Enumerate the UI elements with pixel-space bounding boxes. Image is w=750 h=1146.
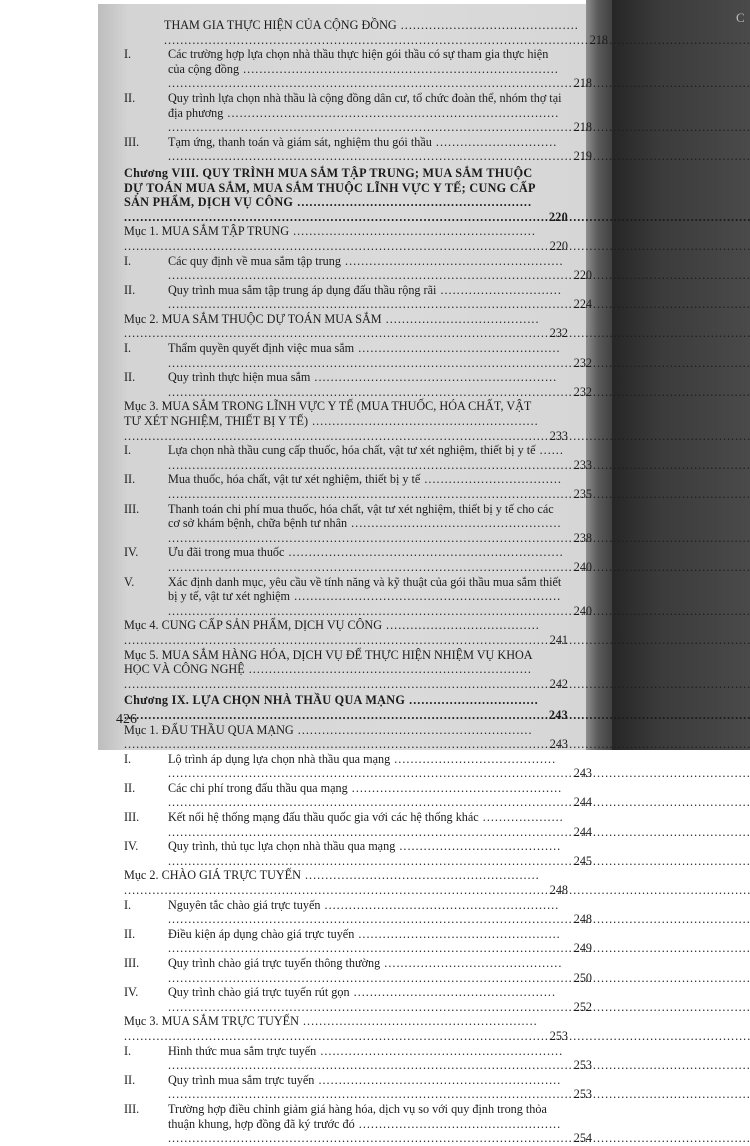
toc-entry-page: 232 [549,326,568,341]
toc-leader-dots: .................................................. [349,985,556,1000]
toc-entry [124,1073,592,1102]
toc-entry-title: Mục 5. MUA SẮM HÀNG HÓA, DỊCH VỤ ĐỂ THỰC HIỆN NHIỆM VỤ KHOA HỌC VÀ CÔNG NGHỆ ...................................................................... ..... [124,648,568,692]
toc-entry [124,370,592,399]
toc-leader-dots: ...................................................... [340,253,564,268]
toc-entry [124,18,608,47]
toc-entry-page: 249 [573,941,592,956]
toc-entry [124,224,568,253]
toc-entry [124,283,592,312]
toc-entry [124,312,568,341]
toc-entry-title: Quy trình mua sắm trực tuyến ............................................................ ..... [148,1073,592,1102]
toc-entry [124,1102,592,1146]
toc-entry [124,443,592,472]
toc-entry-number: II. [124,1072,136,1087]
toc-leader-dots: .................................................................. [290,589,562,604]
toc-entry-number: III. [124,956,140,970]
toc-entry-page: 250 [573,970,592,985]
toc-entry-page: 240 [573,559,592,574]
toc-entry-title: Hình thức mua sắm trực tuyến ............................................................ ..... [148,1044,592,1073]
toc-entry [124,47,592,91]
toc-entry-number: I. [124,1043,132,1058]
toc-entry-page: 220 [548,209,568,224]
toc-entry-number: II. [124,90,136,105]
toc-entry-page: 224 [573,297,592,312]
toc-entry [124,472,592,501]
toc-entry-title: Quy trình mua sắm tập trung áp dụng đấu thầu rộng rãi .............................. ..... [148,283,592,312]
toc-entry-title: Các quy định về mua sắm tập trung ...................................................... ..... [148,254,592,283]
toc-entry [124,927,592,956]
toc-entry-page: 240 [573,603,592,618]
toc-leader-dots: .................................. [420,472,562,487]
toc-entry-title: Mục 3. MUA SẮM TRỰC TUYẾN .......................................................... ..... [124,1014,568,1043]
toc-leader-dots: .............................. [431,134,558,149]
toc-entry-page: 232 [573,355,592,370]
toc-entry-page: 244 [573,795,592,810]
toc-entry-number: I. [124,253,132,268]
toc-entry [124,254,592,283]
toc-entry-number: I. [124,341,132,356]
toc-entry-page: 235 [573,487,592,501]
toc-entry-title: Mục 4. CUNG CẤP SẢN PHẨM, DỊCH VỤ CÔNG ...................................... ..... [124,618,568,647]
toc-entry-title: Ưu đãi trong mua thuốc .................................................................... ..... [148,545,592,574]
toc-entry-page: 253 [573,1087,592,1102]
toc-entry [124,91,592,135]
toc-entry-title: Tạm ứng, thanh toán và giám sát, nghiệm thu gói thầu .............................. ..... [148,135,592,164]
toc-entry-title: Lộ trình áp dụng lựa chọn nhà thầu qua mạng ........................................ ..... [148,752,592,781]
toc-entry-page: 248 [549,883,568,898]
toc-entry-page: 242 [549,676,568,691]
toc-leader-dots: .................................................. [354,1116,562,1131]
toc-entry-title: Các trường hợp lựa chọn nhà thầu thực hiện gói thầu có sự tham gia thực hiện của cộng đồng .............................................................................. ..... [148,47,592,91]
toc-entry-title: Trường hợp điều chỉnh giảm giá hàng hóa, dịch vụ so với quy định trong thỏa thuận khung, hợp đồng đã ký trước đó .................................................. ..... [148,1102,592,1146]
toc-leader-dots: .................................................... [347,780,563,795]
toc-leader-dots: .............................................................................. [239,61,559,76]
toc-entry [124,545,592,574]
toc-leader-dots: .................................................. [354,926,561,941]
toc-entry-title: Chương VIII. QUY TRÌNH MUA SẮM TẬP TRUNG; MUA SẮM THUỘC DỰ TOÁN MUA SẮM, MUA SẮM THUỘC LĨNH VỰC Y TẾ; CUNG CẤP SẢN PHẨM, DỊCH VỤ CÔNG .......................................................... ..... [124,166,568,224]
table-of-contents [124,18,608,1146]
toc-entry [124,898,592,927]
toc-entry-page: 252 [573,999,592,1014]
toc-leader-dots: ...... [535,443,564,458]
toc-entry-page: 218 [589,32,608,47]
toc-entry-number: III. [124,810,140,825]
toc-entry [124,985,592,1014]
toc-entry-page: 233 [549,428,568,443]
toc-entry-page: 253 [549,1028,568,1043]
toc-entry-title: Các chi phí trong đấu thầu qua mạng .................................................... ..... [148,781,592,810]
toc-entry [124,781,592,810]
toc-leader-dots: ............................................................ [289,224,536,239]
toc-entry-page: 244 [573,824,592,839]
toc-entry-title: Mục 1. ĐẤU THẦU QUA MẠNG .......................................................... ..... [124,723,568,752]
toc-entry-number: IV. [124,545,139,560]
toc-entry-page: 243 [573,766,592,781]
toc-entry-title: Nguyên tắc chào giá trực tuyến .......................................................... ..... [148,898,592,927]
toc-leader-dots: ...................................... [382,618,540,633]
toc-leader-dots: .......................................................... [293,195,532,210]
toc-entry-number: II. [124,780,136,795]
toc-entry-page: 243 [548,707,568,722]
toc-entry-title: Mua thuốc, hóa chất, vật tư xét nghiệm, thiết bị y tế .................................. ..... [148,472,592,501]
toc-entry [124,166,568,224]
toc-entry [124,1014,568,1043]
toc-entry-title: Mục 3. MUA SẮM TRONG LĨNH VỰC Y TẾ (MUA THUỐC, HÓA CHẤT, VẬT TƯ XÉT NGHIỆM, THIẾT BỊ Y TẾ) ........................................................ ..... [124,399,568,443]
toc-entry-title: Điều kiện áp dụng chào giá trực tuyến .................................................. ..... [148,927,592,956]
toc-entry [124,723,568,752]
toc-entry-number: II. [124,926,136,941]
toc-entry [124,956,592,985]
toc-entry-number: IV. [124,985,139,1000]
toc-leader-dots: ........................................ [390,751,557,766]
toc-entry [124,810,592,839]
toc-leader-dots: ...................................................................... [244,662,532,677]
toc-entry [124,575,592,619]
toc-entry [124,648,568,692]
page-number: 426 [116,712,137,727]
toc-leader-dots: .................................................................................. [223,105,560,120]
toc-entry [124,1044,592,1073]
toc-leader-dots: ............................................ [380,956,563,970]
toc-entry-page: 233 [573,457,592,472]
toc-entry [124,399,568,443]
toc-leader-dots: .......................................................... [298,1014,538,1029]
toc-entry-page: 241 [549,632,568,647]
toc-entry-title: Chương IX. LỰA CHỌN NHÀ THẦU QUA MẠNG ................................ ..... [124,693,568,722]
toc-entry [124,868,568,897]
toc-entry-title: THAM GIA THỰC HIỆN CỦA CỘNG ĐỒNG ............................................ ..... [164,18,608,47]
toc-leader-dots: .......................................................... [300,868,540,883]
toc-leader-dots: .......................................................... [293,722,533,737]
toc-entry-page: 254 [573,1131,592,1146]
toc-leader-dots: .................................................................... [284,545,564,560]
toc-entry-page: 218 [573,76,592,91]
toc-entry-title: Kết nối hệ thống mạng đấu thầu quốc gia với các hệ thống khác .................... ..... [148,810,592,839]
toc-entry-page: 238 [573,530,592,545]
toc-entry-number: II. [124,282,136,297]
toc-entry-number: II. [124,472,136,487]
toc-entry-number: I. [124,443,132,458]
toc-entry-title: Mục 1. MUA SẮM TẬP TRUNG ............................................................ ..... [124,224,568,253]
toc-entry [124,618,568,647]
toc-entry-number: III. [124,1101,140,1116]
toc-entry-title: Thẩm quyền quyết định việc mua sắm .................................................. ..... [148,341,592,370]
facing-page-letter: C [736,10,745,25]
toc-entry-page: 219 [573,149,592,164]
toc-leader-dots: ............................................................ [314,1072,562,1087]
toc-leader-dots: ........................................................ [308,414,539,429]
toc-leader-dots: .................................................... [347,516,562,531]
toc-entry-number: V. [124,574,135,589]
toc-entry-number: III. [124,134,140,149]
toc-entry-page: 220 [573,268,592,283]
toc-entry-title: Mục 2. CHÀO GIÁ TRỰC TUYẾN .......................................................... ..... [124,868,568,897]
toc-entry [124,502,592,546]
toc-entry-title: Thanh toán chi phí mua thuốc, hóa chất, vật tư xét nghiệm, thiết bị y tế cho các cơ sở khám bệnh, chữa bệnh tư nhân .................................................... ..... [148,502,592,546]
toc-entry-title: Quy trình thực hiện mua sắm ............................................................ ..... [148,370,592,399]
toc-entry-page: 218 [573,120,592,135]
toc-leader-dots: ...................................... [381,311,540,326]
toc-leader-dots: ............................................ [396,18,579,32]
toc-entry-number: IV. [124,839,139,854]
toc-entry-page: 245 [573,853,592,868]
toc-leader-dots: ............................................................ [310,370,558,385]
toc-entry [124,752,592,781]
toc-entry-number: I. [124,751,132,766]
toc-entry-number: III. [124,501,140,516]
toc-entry-page: 253 [573,1058,592,1073]
toc-entry [124,693,568,722]
toc-entry-title: Quy trình, thủ tục lựa chọn nhà thầu qua mạng ........................................ ..... [148,839,592,868]
toc-entry-title: Quy trình chào giá trực tuyến thông thường ............................................ ..... [148,956,592,985]
toc-leader-dots: .................... [478,810,564,825]
toc-entry-title: Xác định danh mục, yêu cầu về tính năng và kỹ thuật của gói thầu mua sắm thiết bị y tế, vật tư xét nghiệm .................................................................. ..... [148,575,592,619]
toc-entry-number: II. [124,370,136,385]
toc-entry [124,839,592,868]
toc-entry-title: Lựa chọn nhà thầu cung cấp thuốc, hóa chất, vật tư xét nghiệm, thiết bị y tế ...... ..... [148,443,592,472]
toc-entry [124,341,592,370]
toc-entry-title: Quy trình lựa chọn nhà thầu là cộng đồng dân cư, tổ chức đoàn thể, nhóm thợ tại địa phương .................................................................................. ..... [148,91,592,135]
toc-entry [124,135,592,164]
toc-entry-title: Quy trình chào giá trực tuyến rút gọn .................................................. ..... [148,985,592,1014]
toc-leader-dots: .............................. [436,282,562,297]
toc-entry-page: 232 [573,384,592,399]
toc-leader-dots: ................................ [405,693,539,708]
toc-leader-dots: .......................................................... [320,897,560,912]
toc-entry-page: 243 [549,737,568,752]
toc-leader-dots: ............................................................ [316,1043,564,1058]
toc-leader-dots: .................................................. [354,341,561,356]
toc-entry-number: I. [124,47,132,62]
toc-entry-page: 220 [549,238,568,253]
toc-leader-dots: ........................................ [395,839,562,854]
toc-entry-title: Mục 2. MUA SẮM THUỘC DỰ TOÁN MUA SẮM ...................................... ..... [124,312,568,341]
toc-entry-page: 248 [573,912,592,927]
toc-entry-number: I. [124,897,132,912]
